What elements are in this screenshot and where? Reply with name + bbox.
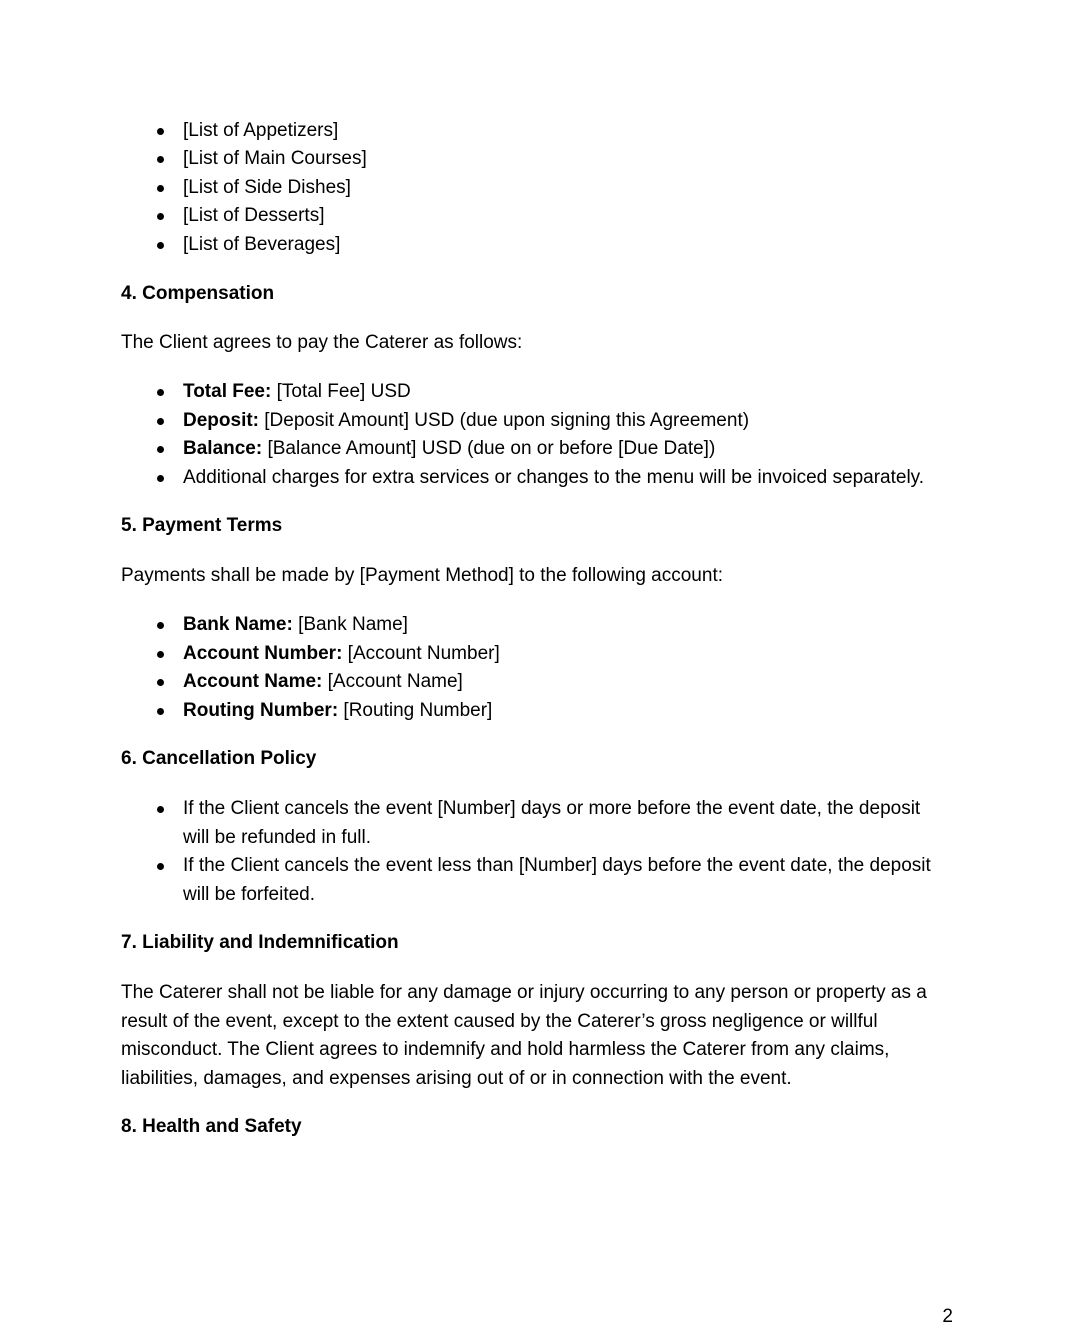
list-item-text: [List of Appetizers] [183,120,339,141]
payment-terms-list [121,611,951,725]
list-item [183,407,951,435]
item-label: Deposit: [183,409,259,431]
list-item-text: [List of Beverages] [183,233,341,255]
page-number: 2 [942,1306,953,1327]
item-text: If the Client cancels the event less than [Number] days before the event date, the deposit will be forfeited. [183,855,931,905]
menu-list [121,117,951,259]
list-item [183,174,951,202]
item-label: Routing Number: [183,699,339,721]
item-text: [Account Name] [322,671,463,693]
cancellation-list [121,795,951,909]
list-item [183,378,951,406]
compensation-list [121,378,951,492]
item-text: [Account Number] [342,642,500,664]
list-item [183,640,951,668]
item-text: [Deposit Amount] USD (due upon signing this Agreement) [259,409,750,431]
list-item [183,464,951,492]
item-text: [Balance Amount] USD (due on or before [Due Date]) [262,438,716,460]
item-text: If the Client cancels the event [Number] days or more before the event date, the deposit will be refunded in full. [183,798,921,848]
item-label: Total Fee: [183,381,272,403]
list-item-text: [List of Main Courses] [183,148,367,170]
list-item [183,852,951,909]
list-item-text: [List of Side Dishes] [183,176,351,198]
item-label: Account Number: [183,642,343,664]
list-item [183,231,951,259]
section-heading-cancellation: 6. Cancellation Policy [121,748,317,770]
list-item [183,795,951,852]
section-heading-health-safety: 8. Health and Safety [121,1116,302,1138]
section-heading-payment-terms: 5. Payment Terms [121,515,283,537]
list-item [183,611,951,639]
list-item [183,145,951,173]
list-item-text: [List of Desserts] [183,205,325,227]
list-item [183,435,951,463]
liability-body: The Caterer shall not be liable for any damage or injury occurring to any person or property as a result of the event, except to the extent caused by the Caterer’s gross negligence or willful misconduct. The Client agrees to indemnify and hold harmless the Caterer from any claims, liabilities, damages, and expenses arising out of or in connection with the event. [121,982,927,1089]
compensation-intro: The Client agrees to pay the Caterer as follows: [121,332,523,354]
item-label: Balance: [183,438,263,460]
item-label: Account Name: [183,671,323,693]
list-item [183,202,951,230]
item-label: Bank Name: [183,614,293,636]
section-heading-compensation: 4. Compensation [121,282,275,304]
list-item [183,117,951,145]
section-heading-liability: 7. Liability and Indemnification [121,932,399,954]
item-text: [Routing Number] [338,699,493,721]
list-item [183,697,951,725]
item-text: [Total Fee] USD [271,381,411,403]
item-text: [Bank Name] [292,614,408,636]
list-item [183,668,951,696]
item-text: Additional charges for extra services or changes to the menu will be invoiced separately. [183,466,925,488]
payment-terms-intro: Payments shall be made by [Payment Method] to the following account: [121,565,723,587]
